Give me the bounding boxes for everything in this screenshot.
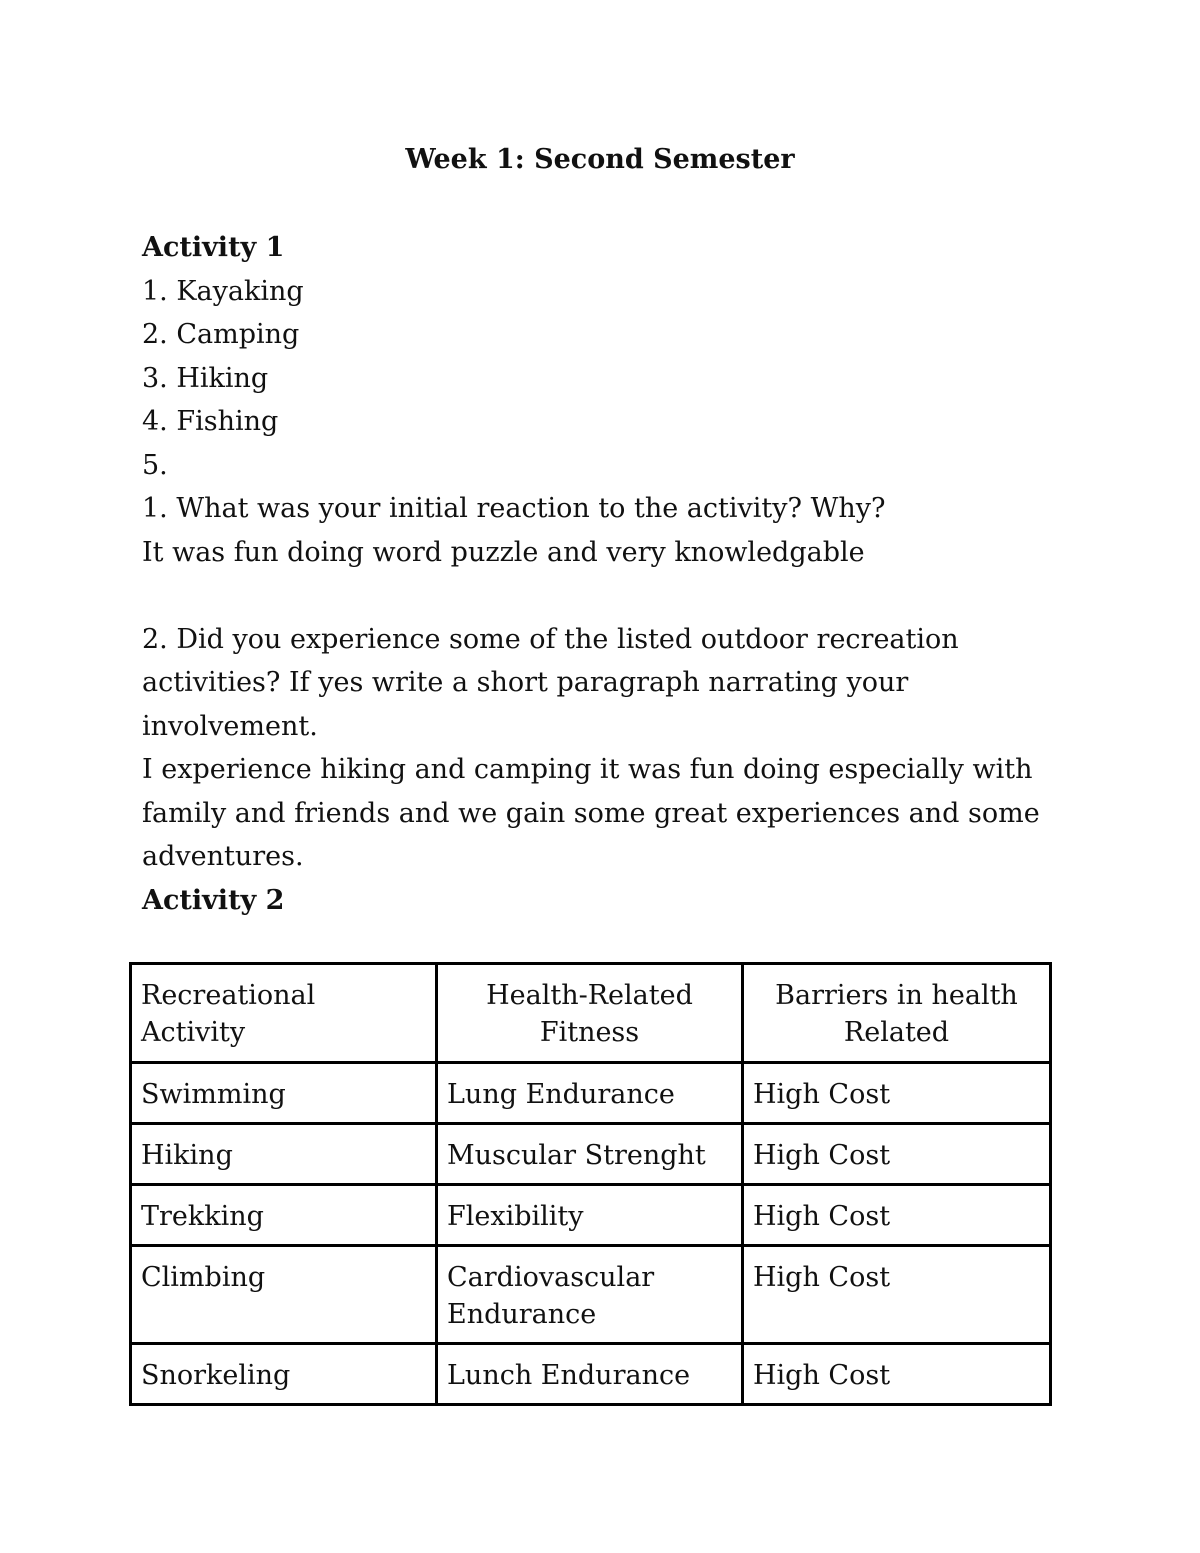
answer-2-line: family and friends and we gain some great experiences and some xyxy=(142,797,1040,829)
table-cell: Swimming xyxy=(131,1063,437,1124)
table-row xyxy=(131,1124,1051,1185)
blank-line xyxy=(142,574,1062,618)
table-cell: Snorkeling xyxy=(131,1344,437,1405)
page-title: Week 1: Second Semester xyxy=(405,144,795,175)
table-cell: High Cost xyxy=(743,1185,1051,1246)
table-row xyxy=(131,1063,1051,1124)
answer-2-line: I experience hiking and camping it was fun doing especially with xyxy=(142,754,1033,785)
answer-1: It was fun doing word puzzle and very knowledgable xyxy=(142,536,865,568)
table-cell: Muscular Strenght xyxy=(437,1124,743,1185)
answer-2-line: adventures. xyxy=(142,841,304,872)
list-item: 4. Fishing xyxy=(142,406,279,437)
list-item: 3. Hiking xyxy=(142,362,269,394)
question-2-line: involvement. xyxy=(142,710,318,742)
table-cell: Cardiovascular Endurance xyxy=(437,1246,743,1344)
table-cell: High Cost xyxy=(743,1246,1051,1344)
activity-1-heading: Activity 1 xyxy=(142,232,285,263)
question-1: 1. What was your initial reaction to the activity? Why? xyxy=(142,493,886,524)
list-item: 5. xyxy=(142,449,168,481)
table-row xyxy=(131,1344,1051,1405)
table-cell: High Cost xyxy=(743,1124,1051,1185)
list-item: 2. Camping xyxy=(142,319,300,350)
table-cell: High Cost xyxy=(743,1344,1051,1405)
table-cell: Lung Endurance xyxy=(437,1063,743,1124)
document-body xyxy=(142,226,1062,922)
table-cell: High Cost xyxy=(743,1063,1051,1124)
activity-2-heading: Activity 2 xyxy=(142,884,285,916)
list-item: 1. Kayaking xyxy=(142,275,304,307)
table-row xyxy=(131,1185,1051,1246)
table-header-cell: Recreational Activity xyxy=(131,964,437,1063)
table-header-cell: Health-Related Fitness xyxy=(437,964,743,1063)
table-cell: Trekking xyxy=(131,1185,437,1246)
table-header-cell: Barriers in health Related xyxy=(743,964,1051,1063)
question-2-line: activities? If yes write a short paragraph narrating your xyxy=(142,667,909,698)
table-cell: Flexibility xyxy=(437,1185,743,1246)
table-cell: Climbing xyxy=(131,1246,437,1344)
question-2-line: 2. Did you experience some of the listed outdoor recreation xyxy=(142,623,959,655)
table-cell: Hiking xyxy=(131,1124,437,1185)
fitness-table xyxy=(129,962,1052,1406)
table-row xyxy=(131,1246,1051,1344)
table-header-row xyxy=(131,964,1051,1063)
table-cell: Lunch Endurance xyxy=(437,1344,743,1405)
